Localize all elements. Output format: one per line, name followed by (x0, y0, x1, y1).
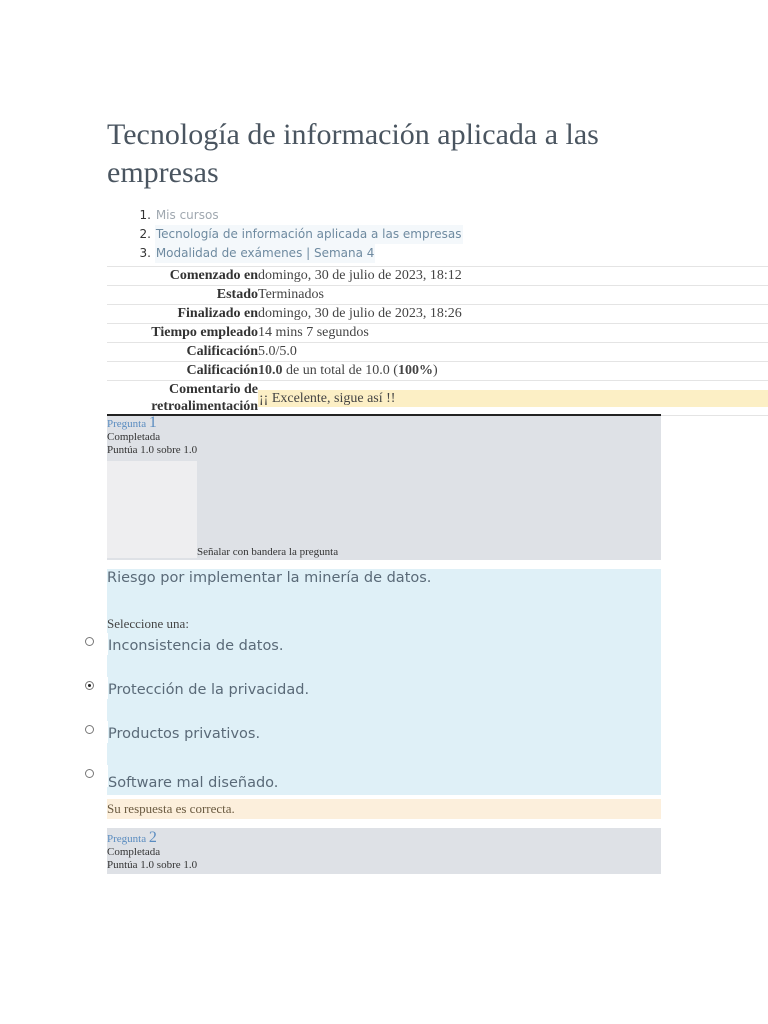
radio-button-checked[interactable] (85, 681, 94, 690)
question-number: 2 (148, 829, 157, 846)
page-title: Tecnología de información aplicada a las empresas (107, 118, 599, 189)
radio-button[interactable] (85, 637, 94, 646)
radio-button[interactable] (85, 769, 94, 778)
breadcrumb-number: 1. (139, 208, 151, 222)
summary-value (258, 362, 438, 380)
question-number: 1 (148, 414, 157, 431)
breadcrumb-number: 2. (139, 227, 151, 241)
answer-prompt: Seleccione una: (107, 616, 189, 631)
answer-feedback: Su respuesta es correcta. (107, 799, 661, 819)
summary-row-finished (107, 304, 768, 323)
radio-container (84, 765, 108, 787)
answer-option[interactable] (84, 677, 309, 699)
question-state: Completada (107, 846, 161, 858)
summary-value: 14 mins 7 segundos (258, 325, 369, 340)
summary-label: Calificación (186, 363, 258, 378)
breadcrumb-number: 3. (139, 246, 151, 260)
flag-question-link[interactable]: Señalar con bandera la pregunta (197, 546, 339, 558)
radio-container (84, 633, 108, 655)
feedback-label-line1: Comentario de (168, 382, 258, 397)
grade-text-end: ) (432, 363, 438, 378)
summary-label: Comenzado en (169, 268, 258, 283)
summary-label (107, 381, 258, 415)
summary-value: domingo, 30 de julio de 2023, 18:12 (258, 268, 462, 283)
breadcrumb-item (107, 244, 463, 263)
breadcrumb-link-course[interactable]: Tecnología de información aplicada a las empresas (155, 225, 463, 244)
grade-text: de un total de 10.0 ( (282, 363, 398, 378)
summary-row-marks (107, 342, 768, 361)
summary-row-state (107, 285, 768, 304)
answer-label[interactable]: Inconsistencia de datos. (108, 638, 284, 654)
breadcrumb-item (107, 206, 463, 225)
grade-percent: 100% (397, 363, 433, 378)
question-2-info (107, 828, 661, 874)
summary-row-started (107, 266, 768, 285)
summary-row-feedback (107, 380, 768, 416)
answer-label[interactable]: Software mal diseñado. (108, 775, 279, 791)
breadcrumb (107, 206, 463, 263)
radio-container (84, 677, 108, 699)
flag-area (107, 461, 197, 558)
summary-label: Calificación (186, 344, 258, 359)
answer-label[interactable]: Productos privativos. (108, 726, 261, 742)
breadcrumb-link-exam[interactable]: Modalidad de exámenes | Semana 4 (155, 244, 376, 263)
question-label: Pregunta (107, 833, 147, 845)
feedback-label-line2: retroalimentación (151, 399, 258, 414)
summary-value: domingo, 30 de julio de 2023, 18:26 (258, 306, 462, 321)
answer-option[interactable] (84, 721, 260, 743)
question-label: Pregunta (107, 418, 147, 430)
grade-value: 10.0 (258, 363, 283, 378)
answer-option[interactable] (84, 765, 278, 791)
breadcrumb-item (107, 225, 463, 244)
summary-row-time (107, 323, 768, 342)
breadcrumb-link-mis-cursos[interactable]: Mis cursos (155, 206, 220, 225)
question-state: Completada (107, 431, 161, 443)
summary-value: 5.0/5.0 (258, 344, 297, 359)
question-text: Riesgo por implementar la minería de datos. (107, 570, 432, 586)
spacer (84, 657, 107, 673)
summary-label: Tiempo empleado (151, 325, 258, 340)
summary-value: Terminados (258, 287, 324, 302)
radio-container (84, 721, 108, 743)
question-1-info (107, 414, 661, 560)
summary-row-grade (107, 361, 768, 380)
summary-label: Estado (216, 287, 258, 302)
question-score: Puntúa 1.0 sobre 1.0 (107, 444, 198, 456)
question-title (107, 416, 661, 431)
radio-button[interactable] (85, 725, 94, 734)
question-score: Puntúa 1.0 sobre 1.0 (107, 859, 198, 871)
attempt-summary-table (107, 266, 768, 416)
feedback-comment: ¡¡ Excelente, sigue así !! (258, 390, 768, 407)
answer-label[interactable]: Protección de la privacidad. (108, 682, 310, 698)
question-title (107, 828, 661, 846)
answer-option[interactable] (84, 633, 283, 655)
summary-label: Finalizado en (177, 306, 258, 321)
